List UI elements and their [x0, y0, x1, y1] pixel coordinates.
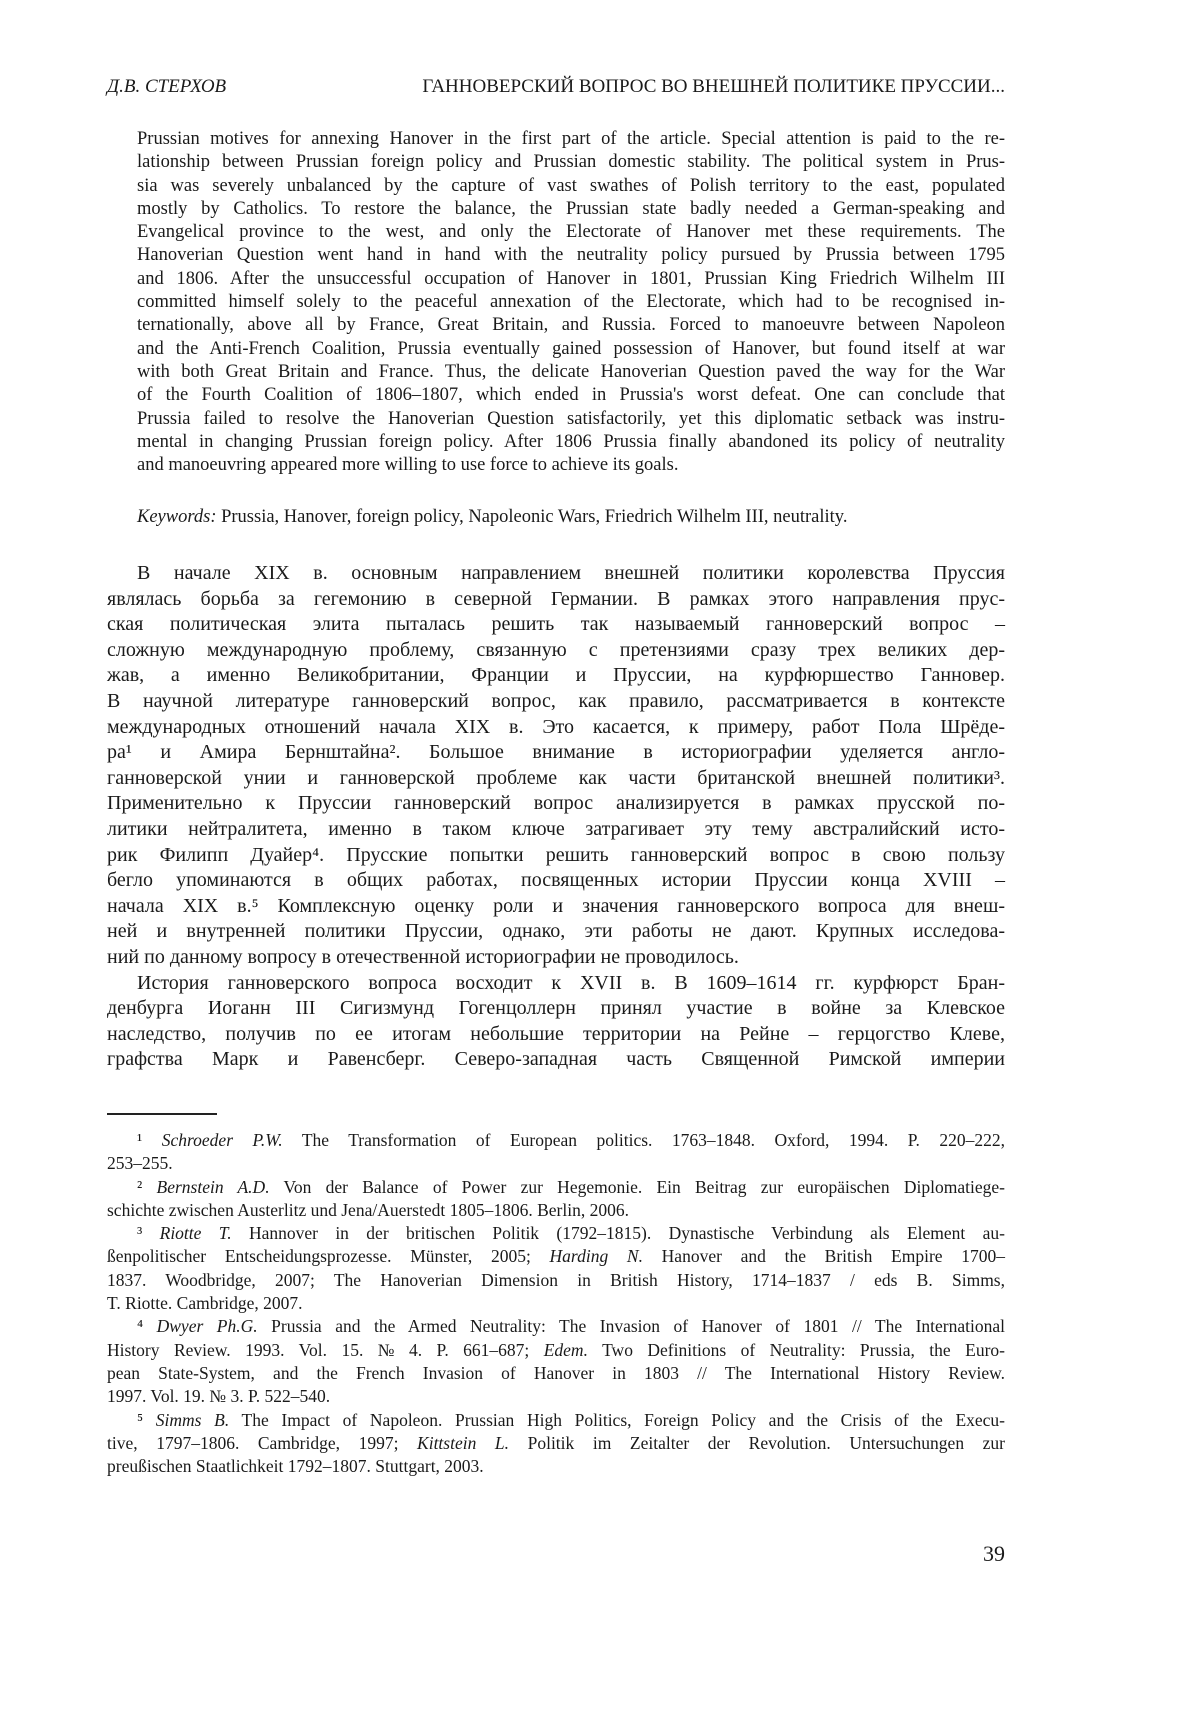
text-line — [107, 996, 1005, 1022]
line-content — [137, 291, 1005, 314]
page-number: 39 — [983, 1541, 1005, 1567]
text-segment: with both Great Britain and France. Thus, the delicate Hanoverian Question paved the way for the War — [137, 362, 1005, 382]
text-segment: ternationally, above all by France, Great Britain, and Russia. Forced to manoeuvre between Napoleon — [137, 315, 1005, 335]
line-content — [137, 338, 1005, 361]
line-content — [137, 175, 1005, 198]
text-segment: sia was severely unbalanced by the capture of vast swathes of Polish territory to the east, populated — [137, 176, 1005, 196]
text-segment: schichte zwischen Austerlitz und Jena/Auerstedt 1805–1806. Berlin, 2006. — [107, 1200, 629, 1220]
text-segment: and the Anti-French Coalition, Prussia eventually gained possession of Hanover, but found itself at war — [137, 339, 1005, 359]
text-line — [137, 408, 1005, 431]
text-line — [107, 1152, 1005, 1175]
text-line — [137, 198, 1005, 221]
line-content — [107, 817, 1005, 843]
line-content — [107, 791, 1005, 817]
line-content — [107, 740, 1005, 766]
line-content — [107, 715, 1005, 741]
text-segment: The Transformation of European politics. 1763–1848. Oxford, 1994. P. 220–222, — [283, 1130, 1005, 1150]
line-content — [107, 1199, 629, 1222]
header-title: ГАННОВЕРСКИЙ ВОПРОС ВО ВНЕШНЕЙ ПОЛИТИКЕ ПРУССИИ... — [422, 76, 1005, 98]
text-line — [107, 1129, 1005, 1152]
text-segment: Prussia failed to resolve the Hanoverian Question satisfactorily, yet this diplomatic setback was instru- — [137, 409, 1005, 429]
text-segment: В научной литературе ганноверский вопрос, как правило, рассматривается в контексте — [107, 690, 1005, 712]
italic-text: Kittstein L. — [417, 1433, 509, 1453]
line-content — [107, 996, 1005, 1022]
italic-text: Dwyer Ph.G. — [157, 1316, 258, 1336]
line-content — [137, 431, 1005, 454]
text-segment: Two Definitions of Neutrality: Prussia, the Euro- — [588, 1340, 1005, 1360]
text-segment: The Impact of Napoleon. Prussian High Politics, Foreign Policy and the Crisis of the Execu- — [229, 1410, 1005, 1430]
text-line — [107, 561, 1005, 587]
line-content — [107, 843, 1005, 869]
text-line — [107, 1339, 1005, 1362]
italic-text: Simms B. — [156, 1410, 229, 1430]
text-line — [107, 1292, 1005, 1315]
text-line — [107, 843, 1005, 869]
italic-text: Riotte T. — [160, 1223, 232, 1243]
text-segment: рик Филипп Дуайер⁴. Прусские попытки решить ганноверский вопрос в свою пользу — [107, 844, 1005, 866]
line-content — [137, 1222, 1005, 1245]
text-segment: lationship between Prussian foreign policy and Prussian domestic stability. The political system in Prus- — [137, 152, 1005, 172]
text-segment: ßenpolitischer Entscheidungsprozesse. Münster, 2005; — [107, 1246, 550, 1266]
text-segment: Hannover in der britischen Politik (1792–1815). Dynastische Verbindung als Element au- — [232, 1223, 1005, 1243]
line-content — [137, 198, 1005, 221]
line-content — [107, 1245, 1005, 1268]
text-segment: ⁵ — [137, 1410, 156, 1430]
text-segment: ра¹ и Амира Бернштайна². Большое внимание в историографии уделяется англо- — [107, 741, 1005, 763]
text-line — [107, 766, 1005, 792]
line-content — [137, 1176, 1005, 1199]
line-content — [137, 971, 1005, 997]
italic-text: Edem. — [544, 1340, 588, 1360]
text-line — [107, 1362, 1005, 1385]
line-content — [107, 1047, 1005, 1073]
line-content — [107, 638, 1005, 664]
text-segment: and 1806. After the unsuccessful occupation of Hanover in 1801, Prussian King Friedrich Wilhelm III — [137, 269, 1005, 289]
text-segment: графства Марк и Равенсберг. Северо-западная часть Священной Римской империи — [107, 1048, 1005, 1070]
text-segment: ² — [137, 1177, 157, 1197]
line-content — [107, 766, 1005, 792]
line-content — [137, 151, 1005, 174]
text-segment: Hanoverian Question went hand in hand with the neutrality policy pursued by Prussia between 1795 — [137, 245, 1005, 265]
text-segment: committed himself solely to the peaceful annexation of the Electorate, which had to be recognised in- — [137, 292, 1005, 312]
text-segment: pean State-System, and the French Invasion of Hanover in 1803 // The International History Review. — [107, 1363, 1005, 1383]
footnotes — [107, 1129, 1005, 1478]
text-segment: наследство, получив по ее итогам небольшие территории на Рейне – герцогство Клеве, — [107, 1023, 1005, 1045]
text-line — [137, 268, 1005, 291]
line-content — [137, 221, 1005, 244]
line-content — [107, 868, 1005, 894]
text-segment: ганноверской унии и ганноверской проблеме как части британской внешней политики³. — [107, 767, 1005, 789]
line-content — [137, 384, 1005, 407]
running-header — [107, 76, 1005, 102]
line-content — [107, 1385, 330, 1408]
text-segment: денбурга Иоганн III Сигизмунд Гогенцоллерн принял участие в войне за Клевское — [107, 997, 1005, 1019]
text-line — [107, 868, 1005, 894]
line-content — [137, 128, 1005, 151]
text-segment: литики нейтралитета, именно в таком ключе затрагивает эту тему австралийский исто- — [107, 818, 1005, 840]
line-content — [137, 1315, 1005, 1338]
text-segment: Politik im Zeitalter der Revolution. Untersuchungen zur — [509, 1433, 1005, 1453]
text-segment: T. Riotte. Cambridge, 2007. — [107, 1293, 303, 1313]
line-content — [107, 894, 1005, 920]
text-line — [107, 612, 1005, 638]
line-content — [107, 1432, 1005, 1455]
line-content — [107, 663, 1005, 689]
line-content — [107, 945, 739, 971]
line-content — [107, 1022, 1005, 1048]
text-segment: and manoeuvring appeared more willing to use force to achieve its goals. — [137, 455, 678, 475]
line-content — [137, 1129, 1005, 1152]
text-line — [107, 791, 1005, 817]
text-line — [107, 1315, 1005, 1338]
text-segment: История ганноверского вопроса восходит к XVII в. В 1609–1614 гг. курфюрст Бран- — [137, 972, 1005, 994]
italic-text: Harding N. — [550, 1246, 643, 1266]
text-segment: ней и внутренней политики Пруссии, однако, эти работы не дают. Крупных исследова- — [107, 920, 1005, 942]
text-line — [107, 715, 1005, 741]
text-segment: ⁴ — [137, 1316, 157, 1336]
text-segment: Prussia and the Armed Neutrality: The Invasion of Hanover of 1801 // The International — [258, 1316, 1005, 1336]
text-line — [107, 1432, 1005, 1455]
text-line — [107, 1269, 1005, 1292]
text-line — [107, 663, 1005, 689]
line-content — [107, 587, 1005, 613]
italic-text: Schroeder P.W. — [162, 1130, 283, 1150]
text-segment: ³ — [137, 1223, 160, 1243]
text-line — [107, 587, 1005, 613]
text-line — [137, 151, 1005, 174]
text-line — [107, 638, 1005, 664]
text-line — [107, 971, 1005, 997]
text-segment: начала XIX в.⁵ Комплексную оценку роли и значения ганноверского вопроса для внеш- — [107, 895, 1005, 917]
text-line — [137, 175, 1005, 198]
text-segment: В начале XIX в. основным направлением внешней политики королевства Пруссия — [137, 562, 1005, 584]
text-line — [107, 919, 1005, 945]
keywords-text: Prussia, Hanover, foreign policy, Napoleonic Wars, Friedrich Wilhelm III, neutrality. — [216, 507, 847, 527]
text-segment: 1997. Vol. 19. № 3. P. 522–540. — [107, 1386, 330, 1406]
line-content — [137, 561, 1005, 587]
text-segment: preußischen Staatlichkeit 1792–1807. Stuttgart, 2003. — [107, 1456, 484, 1476]
text-line — [107, 1385, 1005, 1408]
text-line — [137, 291, 1005, 314]
text-segment: жав, а именно Великобритании, Франции и Пруссии, на курфюршество Ганновер. — [107, 664, 1005, 686]
text-segment: Prussian motives for annexing Hanover in the first part of the article. Special attention is paid to the re- — [137, 129, 1005, 149]
line-content — [107, 1269, 1005, 1292]
text-segment: Von der Balance of Power zur Hegemonie. Ein Beitrag zur europäischen Diplomatiege- — [270, 1177, 1005, 1197]
text-segment: Применительно к Пруссии ганноверский вопрос анализируется в рамках прусской по- — [107, 792, 1005, 814]
text-line — [137, 314, 1005, 337]
text-line — [107, 1409, 1005, 1432]
text-segment: международных отношений начала XIX в. Это касается, к примеру, работ Пола Шрёде- — [107, 716, 1005, 738]
text-line — [137, 384, 1005, 407]
italic-text: Bernstein A.D. — [157, 1177, 270, 1197]
text-line — [107, 1047, 1005, 1073]
text-segment: tive, 1797–1806. Cambridge, 1997; — [107, 1433, 417, 1453]
line-content — [137, 244, 1005, 267]
text-segment: ¹ — [137, 1130, 162, 1150]
line-content — [107, 689, 1005, 715]
text-line — [107, 689, 1005, 715]
text-segment: mostly by Catholics. To restore the balance, the Prussian state badly needed a German-speaking and — [137, 199, 1005, 219]
line-content — [107, 1362, 1005, 1385]
line-content — [107, 1152, 173, 1175]
text-line — [107, 894, 1005, 920]
text-line — [107, 1455, 1005, 1478]
text-line — [107, 1245, 1005, 1268]
text-line — [137, 244, 1005, 267]
text-segment: 1837. Woodbridge, 2007; The Hanoverian Dimension in British History, 1714–1837 / eds B. Simms, — [107, 1270, 1005, 1290]
line-content — [137, 408, 1005, 431]
text-line — [107, 1222, 1005, 1245]
text-segment: of the Fourth Coalition of 1806–1807, which ended in Prussia's worst defeat. One can conclude that — [137, 385, 1005, 405]
text-line — [107, 817, 1005, 843]
body-text — [107, 561, 1005, 1073]
text-line — [107, 945, 1005, 971]
text-segment: Hanover and the British Empire 1700– — [643, 1246, 1005, 1266]
text-line — [137, 361, 1005, 384]
text-line — [137, 338, 1005, 361]
text-segment: History Review. 1993. Vol. 15. № 4. P. 661–687; — [107, 1340, 544, 1360]
text-line — [137, 431, 1005, 454]
footnote-rule — [107, 1113, 217, 1115]
text-line — [107, 1176, 1005, 1199]
line-content — [107, 1339, 1005, 1362]
line-content — [137, 454, 678, 477]
text-line — [107, 1199, 1005, 1222]
line-content — [137, 1409, 1005, 1432]
text-line — [137, 128, 1005, 151]
line-content — [137, 268, 1005, 291]
keywords — [137, 506, 1005, 529]
text-segment: Evangelical province to the west, and only the Electorate of Hanover met these requirements. The — [137, 222, 1005, 242]
text-line — [137, 454, 1005, 477]
text-segment: ская политическая элита пыталась решить так называемый ганноверский вопрос – — [107, 613, 1005, 635]
line-content — [107, 612, 1005, 638]
line-content — [107, 1455, 484, 1478]
text-segment: сложную международную проблему, связанную с претензиями сразу трех великих дер- — [107, 639, 1005, 661]
text-segment: 253–255. — [107, 1153, 173, 1173]
line-content — [137, 314, 1005, 337]
text-segment: ний по данному вопросу в отечественной историографии не проводилось. — [107, 946, 739, 968]
text-line — [137, 221, 1005, 244]
text-segment: являлась борьба за гегемонию в северной Германии. В рамках этого направления прус- — [107, 588, 1005, 610]
text-segment: mental in changing Prussian foreign policy. After 1806 Prussia finally abandoned its policy of neutrality — [137, 432, 1005, 452]
text-line — [107, 1022, 1005, 1048]
line-content — [107, 919, 1005, 945]
line-content — [137, 361, 1005, 384]
text-segment: бегло упоминаются в общих работах, посвященных истории Пруссии конца XVIII – — [107, 869, 1005, 891]
header-author: Д.В. СТЕРХОВ — [107, 76, 226, 98]
keywords-label: Keywords: — [137, 507, 216, 527]
abstract — [137, 128, 1005, 477]
line-content — [107, 1292, 303, 1315]
text-line — [107, 740, 1005, 766]
